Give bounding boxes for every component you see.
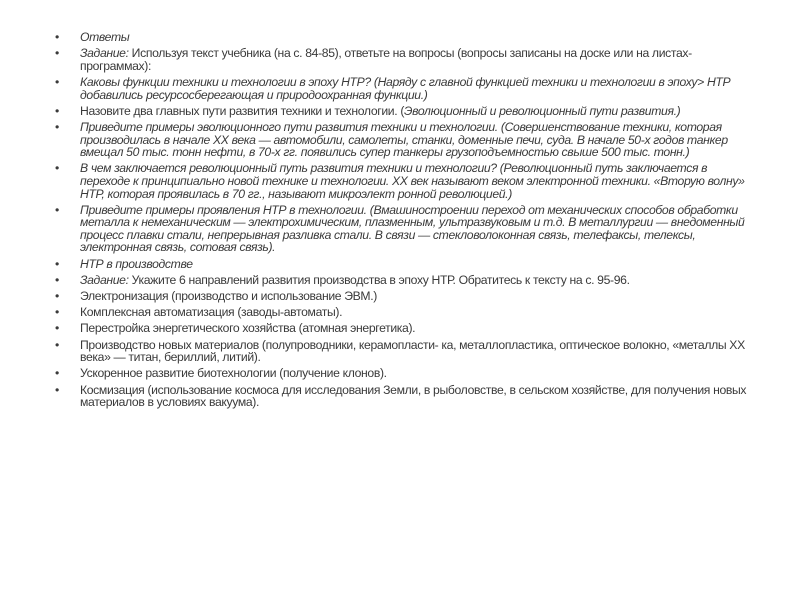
list-item [55, 121, 755, 159]
text: Комплексная автоматизация (заводы-автоматы). [80, 305, 343, 320]
list-item [55, 367, 755, 380]
italic-text: Задание: [80, 272, 129, 287]
bullet-icon: • [55, 337, 59, 352]
text: Используя текст учебника (на с. 84-85), ответьте на вопросы (вопросы записаны на доске или на листах-программах): [80, 46, 692, 73]
text: Укажите 6 направлений развития производства в эпоху НТР. Обратитесь к тексту на с. 95-96. [128, 272, 630, 287]
bullet-icon: • [55, 321, 59, 336]
bullet-icon: • [55, 272, 59, 287]
list-item [55, 31, 755, 44]
list-item [55, 306, 755, 319]
bullet-icon: • [55, 46, 59, 61]
bullet-icon: • [55, 74, 59, 89]
text: Производство новых материалов (полупроводники, керамопласти- ка, металлопластика, оптическое волокно, «металлы XX века» — титан, бериллий, литий). [80, 337, 745, 365]
italic-text: В чем заключается революционный путь развития техники и технологии? (Революционный путь заключается в переходе к принципиально новой технике и технологии. XX век называют веком электронной техники. «Вторую волну» НТР, которая проявилась в 70 гг., называют микроэлект ронной революцией.) [80, 161, 745, 201]
text: Перестройка энергетического хозяйства (атомная энергетика). [80, 321, 416, 336]
bullet-icon: • [55, 202, 59, 217]
text: Космизация (использование космоса для исследования Земли, в рыболовстве, в сельском хозяйстве, для получения новых материалов в условиях вакуума). [80, 382, 747, 410]
list-item [55, 47, 755, 72]
bullet-icon: • [55, 161, 59, 176]
bullet-icon: • [55, 366, 59, 381]
bullet-icon: • [55, 289, 59, 304]
list-item [55, 290, 755, 303]
italic-text: Эволюционный и революционный пути развития.) [404, 103, 681, 118]
text: Электронизация (производство и использование ЭВМ.) [80, 289, 377, 304]
italic-text: Ответы [80, 30, 130, 44]
list-item [55, 274, 755, 287]
list-item [55, 384, 755, 409]
bullet-icon: • [55, 119, 59, 134]
italic-text: Приведите примеры проявления НТР в технологии. (Вмашиностроении переход от механических способов обработки металла к немеханическим — электрохимическим, плазменным, ультразвуковым и т.д. В металлургии — внедоменный процесс плавки стали, непрерывная разливка стали. В связи — стекловолоконная связь, телефаксы, телексы, электронная связь, сотовая связь). [80, 202, 745, 255]
italic-text: Каковы функции техники и технологии в эпоху НТР? (Наряду с главной функцией техники и технологии в эпоху> НТР добавились ресурсосберегающая и природоохранная функции.) [80, 74, 731, 102]
list-item [55, 105, 755, 118]
bullet-icon: • [55, 382, 59, 397]
list-item [55, 258, 755, 271]
list-item [55, 322, 755, 335]
list-item [55, 204, 755, 254]
list-item [55, 339, 755, 364]
bullet-icon: • [55, 305, 59, 320]
italic-text: Приведите примеры эволюционного пути развития техники и технологии. (Совершенствование техники, которая производилась в начале XX века — автомобили, самолеты, станки, доменные печи, суда. В начале 50-х годов танкер вмещал 50 тыс. тонн нефти, в 70-х гг. появились супер танкеры грузоподъемностью свыше 500 тыс. тонн.) [80, 119, 728, 160]
list-item [55, 76, 755, 101]
text: Ускоренное развитие биотехнологии (получение клонов). [80, 366, 387, 381]
italic-text: Задание: [80, 46, 129, 61]
bullet-icon: • [55, 256, 59, 271]
italic-text: НТР в производстве [80, 256, 193, 271]
bullet-icon: • [55, 30, 59, 44]
list-item [55, 162, 755, 200]
bullet-list [55, 31, 755, 412]
bullet-icon: • [55, 103, 59, 118]
text: Назовите два главных пути развития техники и технологии. ( [80, 103, 405, 118]
